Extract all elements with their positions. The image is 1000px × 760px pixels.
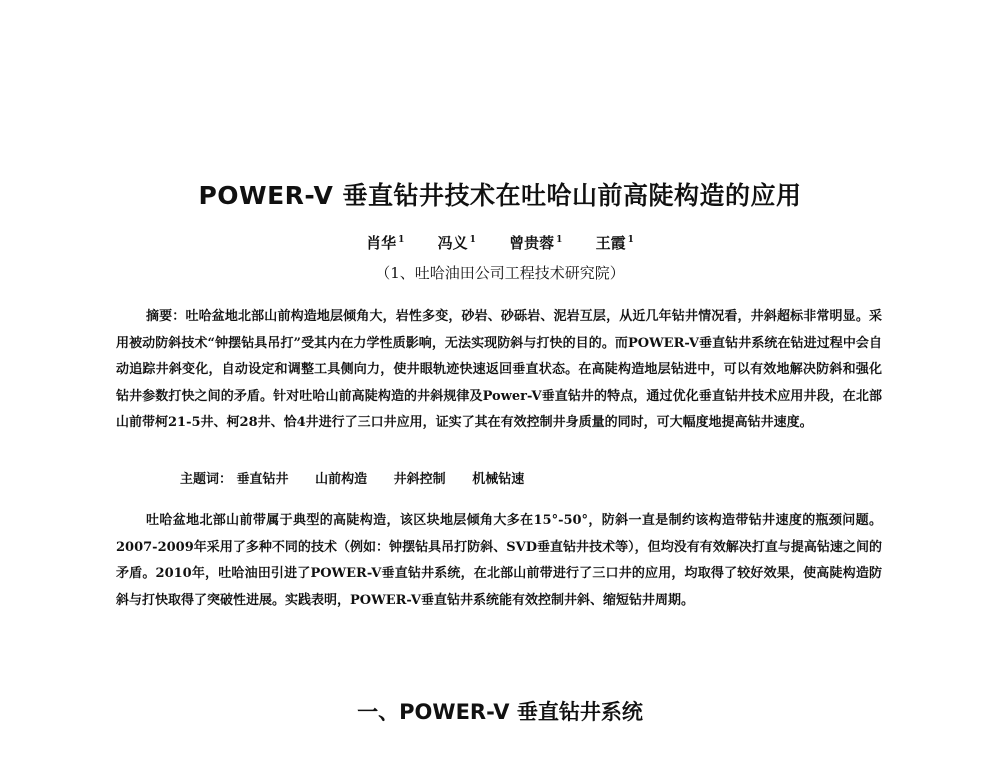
author	[438, 232, 476, 253]
abstract-label: 摘要：	[146, 309, 186, 324]
affiliation: （1、吐哈油田公司工程技术研究院）	[375, 264, 625, 282]
keyword: 山前构造	[315, 472, 368, 487]
author	[596, 232, 634, 253]
author-affiliation-mark: 1	[627, 235, 634, 245]
keywords	[180, 468, 880, 487]
author	[509, 232, 562, 253]
author-affiliation-mark: 1	[556, 235, 563, 245]
section-heading: 一、POWER-V 垂直钻井系统	[357, 700, 643, 724]
author-affiliation-mark: 1	[398, 235, 405, 245]
abstract	[116, 304, 882, 437]
author-name: 冯义	[437, 234, 468, 252]
keyword: 垂直钻井	[236, 472, 289, 487]
author-name: 肖华	[366, 234, 397, 252]
intro-paragraph: 吐哈盆地北部山前带属于典型的高陡构造，该区块地层倾角大多在15°-50°，防斜一直是制约该构造带钻井速度的瓶颈问题。2007-2009年采用了多种不同的技术（例如：钟摆钻具吊打防斜、SVD垂直钻井技术等），但均没有有效解决打直与提高钻速之间的矛盾。2010年，吐哈油田引进了POWER-V垂直钻井系统，在北部山前带进行了三口井的应用，均取得了较好效果，使高陡构造防斜与打快取得了突破性进展。实践表明，POWER-V垂直钻井系统能有效控制井斜、缩短钻井周期。	[116, 513, 882, 608]
author-affiliation-mark: 1	[469, 235, 476, 245]
keywords-label: 主题词：	[180, 472, 233, 487]
author	[366, 232, 404, 253]
author-list	[0, 232, 1000, 253]
keyword: 机械钻速	[472, 472, 525, 487]
abstract-text: 吐哈盆地北部山前构造地层倾角大，岩性多变，砂岩、砂砾岩、泥岩互层，从近几年钻井情况看，井斜超标非常明显。采用被动防斜技术“钟摆钻具吊打”受其内在力学性质影响，无法实现防斜与打快的目的。而POWER-V垂直钻井系统在钻进过程中会自动追踪井斜变化，自动设定和调整工具侧向力，使井眼轨迹快速返回垂直状态。在高陡构造地层钻进中，可以有效地解决防斜和强化钻井参数打快之间的矛盾。针对吐哈山前高陡构造的井斜规律及Power-V垂直钻井的特点，通过优化垂直钻井技术应用井段，在北部山前带柯21-5井、柯28井、恰4井进行了三口井应用，证实了其在有效控制井身质量的同时，可大幅度地提高钻井速度。	[116, 309, 882, 430]
author-name: 曾贵蓉	[509, 234, 555, 252]
paper-title: POWER-V 垂直钻井技术在吐哈山前高陡构造的应用	[198, 181, 802, 210]
keyword: 井斜控制	[393, 472, 446, 487]
author-name: 王霞	[595, 234, 626, 252]
